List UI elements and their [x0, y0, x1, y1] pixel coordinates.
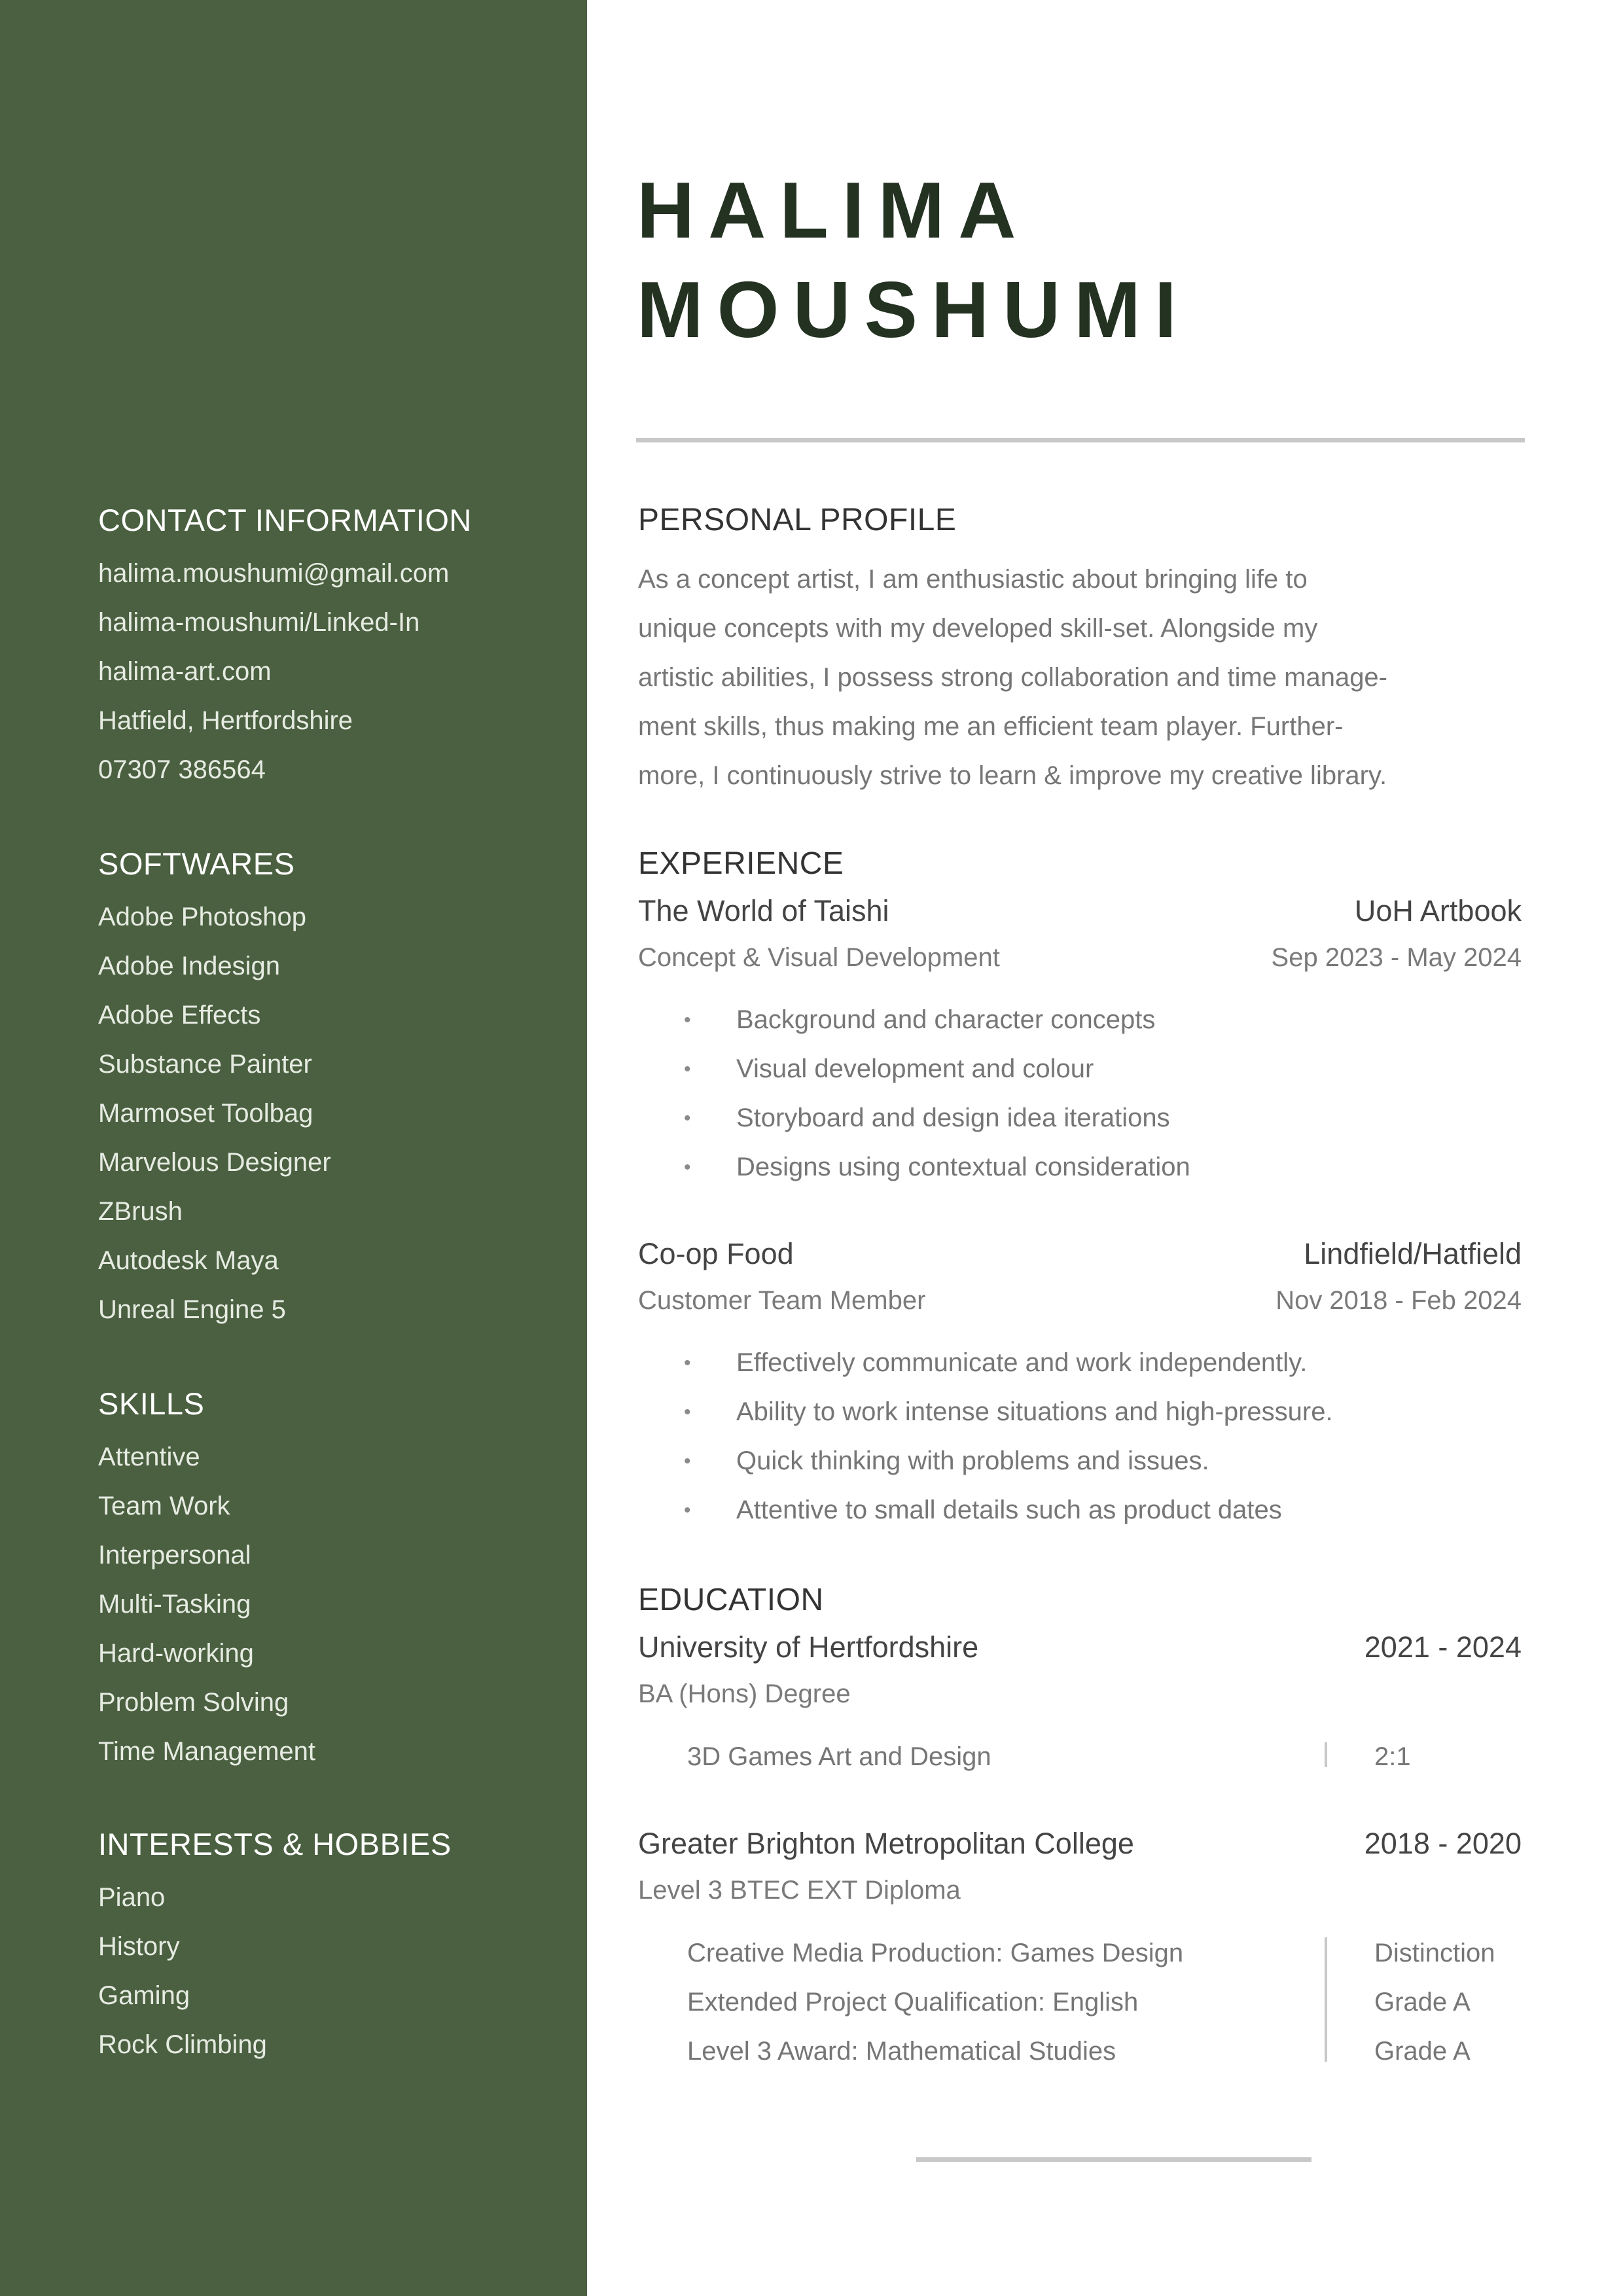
bullet-text: Designs using contextual consideration: [736, 1153, 1190, 1181]
profile-text: [638, 555, 1528, 800]
software-item: Unreal Engine 5: [98, 1295, 286, 1324]
job-place: UoH Artbook: [1354, 894, 1522, 927]
skill-item: Attentive: [98, 1443, 200, 1471]
bullet-glyph: •: [684, 1499, 691, 1521]
profile-heading: PERSONAL PROFILE: [638, 503, 957, 537]
course-name: Level 3 Award: Mathematical Studies: [687, 2037, 1116, 2066]
school-degree-row: [638, 1679, 1522, 1719]
job-dates: Sep 2023 - May 2024: [1271, 943, 1522, 972]
bullet-item: [684, 996, 1528, 1045]
candidate-name: [637, 160, 1190, 359]
course-name: 3D Games Art and Design: [687, 1742, 991, 1771]
bullet-glyph: •: [684, 1058, 691, 1080]
school-degree-row: [638, 1876, 1522, 1915]
software-item: Adobe Effects: [98, 1001, 261, 1030]
education-heading: EDUCATION: [638, 1583, 824, 1617]
profile-line: unique concepts with my developed skill-set. Alongside my: [638, 614, 1318, 643]
course-list: [687, 1732, 1531, 1782]
bullet-glyph: •: [684, 1401, 691, 1423]
last-name: MOUSHUMI: [637, 265, 1190, 354]
bullet-text: Ability to work intense situations and high-pressure.: [736, 1397, 1333, 1426]
softwares-heading: SOFTWARES: [98, 846, 295, 881]
school-name: Greater Brighton Metropolitan College: [638, 1827, 1134, 1860]
job-title: The World of Taishi: [638, 894, 889, 927]
bullet-text: Effectively communicate and work independently.: [736, 1348, 1308, 1377]
experience-heading: EXPERIENCE: [638, 846, 844, 881]
profile-line: ment skills, thus making me an efficient team player. Further-: [638, 712, 1344, 741]
skills-section: [98, 1384, 569, 1776]
bullet-item: [684, 1338, 1528, 1388]
interests-heading: INTERESTS & HOBBIES: [98, 1827, 452, 1861]
bullet-text: Storyboard and design idea iterations: [736, 1103, 1170, 1132]
profile-line: artistic abilities, I possess strong collaboration and time manage-: [638, 663, 1387, 692]
course-row: [687, 2027, 1531, 2076]
job-place: Lindfield/Hatfield: [1304, 1237, 1522, 1270]
contact-email[interactable]: halima.moushumi@gmail.com: [98, 559, 450, 588]
job-bullets: [684, 1338, 1528, 1535]
contact-heading: CONTACT INFORMATION: [98, 503, 472, 537]
contact-location: Hatfield, Hertfordshire: [98, 706, 353, 735]
course-row: [687, 1732, 1531, 1782]
bullet-glyph: •: [684, 1157, 691, 1178]
course-grade: Grade A: [1374, 1988, 1471, 2017]
course-grade: Grade A: [1374, 2037, 1471, 2066]
job-bullets: [684, 996, 1528, 1192]
interest-item: Piano: [98, 1883, 166, 1912]
course-row: [687, 1978, 1531, 2027]
job-header: [638, 1237, 1522, 1276]
bullet-text: Background and character concepts: [736, 1005, 1156, 1034]
job-header: [638, 894, 1522, 933]
skill-item: Team Work: [98, 1492, 230, 1520]
job-role: Concept & Visual Development: [638, 943, 1000, 972]
first-name: HALIMA: [637, 166, 1030, 255]
skill-item: Time Management: [98, 1737, 315, 1766]
bullet-glyph: •: [684, 1450, 691, 1472]
bullet-text: Quick thinking with problems and issues.: [736, 1446, 1209, 1475]
school-header: [638, 1630, 1522, 1670]
course-name: Creative Media Production: Games Design: [687, 1939, 1184, 1967]
top-divider: [636, 438, 1525, 442]
bullet-text: Attentive to small details such as product dates: [736, 1496, 1282, 1524]
job-dates: Nov 2018 - Feb 2024: [1275, 1286, 1522, 1315]
interests-section: [98, 1825, 569, 2070]
bullet-item: [684, 1437, 1528, 1486]
course-grade: 2:1: [1374, 1742, 1411, 1771]
sidebar: [0, 0, 587, 2296]
software-item: Adobe Photoshop: [98, 903, 307, 931]
contact-linkedin[interactable]: halima-moushumi/Linked-In: [98, 608, 420, 637]
contact-website[interactable]: halima-art.com: [98, 657, 272, 686]
bullet-text: Visual development and colour: [736, 1054, 1094, 1083]
school-name: University of Hertfordshire: [638, 1630, 979, 1664]
software-item: ZBrush: [98, 1197, 183, 1226]
skill-item: Problem Solving: [98, 1688, 289, 1717]
skills-heading: SKILLS: [98, 1386, 205, 1421]
bullet-item: [684, 1094, 1528, 1143]
bullet-item: [684, 1045, 1528, 1094]
contact-section: [98, 501, 569, 795]
job-role: Customer Team Member: [638, 1286, 926, 1315]
bullet-glyph: •: [684, 1009, 691, 1031]
bullet-glyph: •: [684, 1352, 691, 1374]
bullet-item: [684, 1486, 1528, 1535]
course-grade: Distinction: [1374, 1939, 1495, 1967]
skill-item: Multi-Tasking: [98, 1590, 251, 1619]
software-item: Substance Painter: [98, 1050, 312, 1079]
course-name: Extended Project Qualification: English: [687, 1988, 1139, 2017]
school-degree: Level 3 BTEC EXT Diploma: [638, 1876, 961, 1905]
job-subheader: [638, 943, 1522, 982]
school-header: [638, 1827, 1522, 1866]
interest-item: Gaming: [98, 1981, 190, 2010]
contact-phone[interactable]: 07307 386564: [98, 755, 266, 784]
bullet-item: [684, 1143, 1528, 1192]
job-title: Co-op Food: [638, 1237, 794, 1270]
software-item: Marvelous Designer: [98, 1148, 331, 1177]
course-list: [687, 1929, 1531, 2076]
profile-line: more, I continuously strive to learn & improve my creative library.: [638, 761, 1387, 790]
school-degree: BA (Hons) Degree: [638, 1679, 851, 1708]
course-row: [687, 1929, 1531, 1978]
skill-item: Interpersonal: [98, 1541, 251, 1570]
bullet-glyph: •: [684, 1107, 691, 1129]
skill-item: Hard-working: [98, 1639, 254, 1668]
softwares-section: [98, 844, 569, 1335]
bottom-divider: [916, 2157, 1311, 2162]
software-item: Marmoset Toolbag: [98, 1099, 313, 1128]
software-item: Autodesk Maya: [98, 1246, 279, 1275]
interest-item: History: [98, 1932, 180, 1961]
job-subheader: [638, 1286, 1522, 1325]
software-item: Adobe Indesign: [98, 952, 281, 980]
school-years: 2018 - 2020: [1364, 1827, 1522, 1860]
interest-item: Rock Climbing: [98, 2030, 267, 2059]
school-years: 2021 - 2024: [1364, 1630, 1522, 1664]
bullet-item: [684, 1388, 1528, 1437]
profile-line: As a concept artist, I am enthusiastic about bringing life to: [638, 565, 1308, 594]
